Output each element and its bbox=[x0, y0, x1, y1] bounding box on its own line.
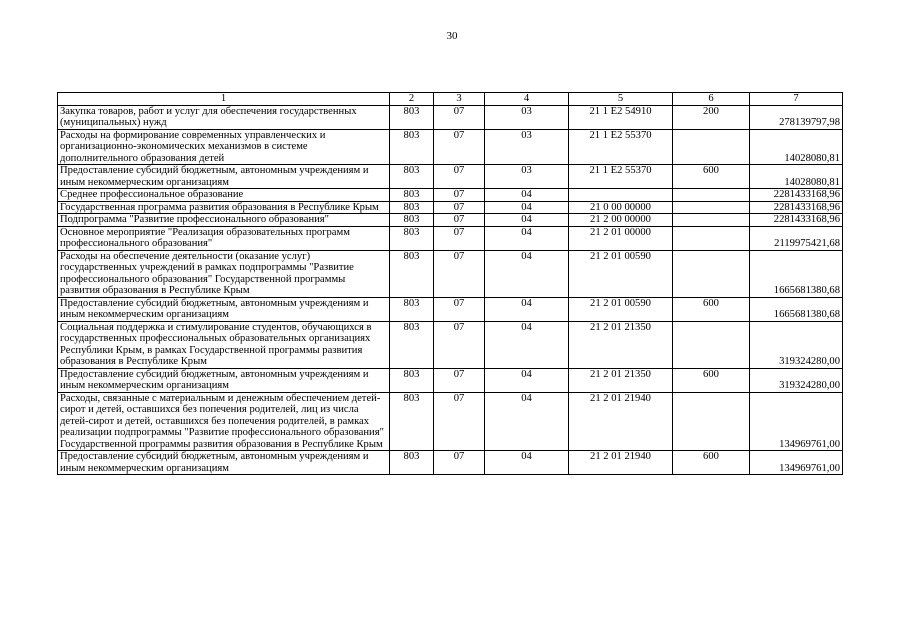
section-cell: 07 bbox=[434, 321, 485, 368]
target-article-cell: 21 0 00 00000 bbox=[569, 201, 673, 214]
amount-cell: 1665681380,68 bbox=[750, 297, 843, 321]
ministry-code-cell: 803 bbox=[390, 105, 434, 129]
header-cell: 7 bbox=[750, 93, 843, 106]
header-cell: 1 bbox=[58, 93, 390, 106]
ministry-code-cell: 803 bbox=[390, 189, 434, 202]
target-article-cell: 21 1 E2 54910 bbox=[569, 105, 673, 129]
table-row bbox=[58, 214, 843, 227]
budget-table bbox=[57, 92, 843, 475]
target-article-cell bbox=[569, 189, 673, 202]
subsection-cell: 04 bbox=[485, 201, 569, 214]
expense-type-cell bbox=[673, 226, 750, 250]
header-cell: 4 bbox=[485, 93, 569, 106]
row-name-cell: Расходы на формирование современных управленческих и организационно-экономических механизмов в системе дополнительного образования детей bbox=[58, 129, 390, 165]
row-name-cell: Социальная поддержка и стимулирование студентов, обучающихся в государственных профессиональных образовательных организациях Республики Крым, в рамках Государственной программы развития образования в Республике Крым bbox=[58, 321, 390, 368]
row-name-cell: Основное мероприятие "Реализация образовательных программ профессионального образования" bbox=[58, 226, 390, 250]
row-name-cell: Подпрограмма "Развитие профессионального образования" bbox=[58, 214, 390, 227]
ministry-code-cell: 803 bbox=[390, 368, 434, 392]
subsection-cell: 04 bbox=[485, 321, 569, 368]
target-article-cell: 21 1 E2 55370 bbox=[569, 165, 673, 189]
table-row bbox=[58, 297, 843, 321]
expense-type-cell: 600 bbox=[673, 451, 750, 475]
amount-cell: 319324280,00 bbox=[750, 321, 843, 368]
amount-cell: 14028080,81 bbox=[750, 165, 843, 189]
expense-type-cell: 600 bbox=[673, 165, 750, 189]
amount-cell: 2281433168,96 bbox=[750, 189, 843, 202]
page-number: 30 bbox=[446, 30, 458, 42]
target-article-cell: 21 2 01 21940 bbox=[569, 392, 673, 451]
subsection-cell: 04 bbox=[485, 297, 569, 321]
row-name-cell: Государственная программа развития образования в Республике Крым bbox=[58, 201, 390, 214]
amount-cell: 2281433168,96 bbox=[750, 214, 843, 227]
expense-type-cell: 600 bbox=[673, 297, 750, 321]
section-cell: 07 bbox=[434, 392, 485, 451]
section-cell: 07 bbox=[434, 368, 485, 392]
amount-cell: 2281433168,96 bbox=[750, 201, 843, 214]
section-cell: 07 bbox=[434, 105, 485, 129]
section-cell: 07 bbox=[434, 201, 485, 214]
amount-cell: 278139797,98 bbox=[750, 105, 843, 129]
target-article-cell: 21 2 01 00590 bbox=[569, 297, 673, 321]
table-row bbox=[58, 368, 843, 392]
subsection-cell: 03 bbox=[485, 105, 569, 129]
target-article-cell: 21 2 01 21940 bbox=[569, 451, 673, 475]
expense-type-cell bbox=[673, 250, 750, 297]
section-cell: 07 bbox=[434, 129, 485, 165]
ministry-code-cell: 803 bbox=[390, 321, 434, 368]
subsection-cell: 04 bbox=[485, 214, 569, 227]
table-row bbox=[58, 165, 843, 189]
header-cell: 6 bbox=[673, 93, 750, 106]
target-article-cell: 21 1 E2 55370 bbox=[569, 129, 673, 165]
ministry-code-cell: 803 bbox=[390, 201, 434, 214]
header-cell: 2 bbox=[390, 93, 434, 106]
expense-type-cell bbox=[673, 189, 750, 202]
row-name-cell: Предоставление субсидий бюджетным, автономным учреждениям и иным некоммерческим организациям bbox=[58, 297, 390, 321]
table-header-row bbox=[58, 93, 843, 106]
header-cell: 5 bbox=[569, 93, 673, 106]
amount-cell: 319324280,00 bbox=[750, 368, 843, 392]
target-article-cell: 21 2 01 00590 bbox=[569, 250, 673, 297]
target-article-cell: 21 2 01 21350 bbox=[569, 368, 673, 392]
subsection-cell: 04 bbox=[485, 451, 569, 475]
table-row bbox=[58, 201, 843, 214]
expense-type-cell bbox=[673, 321, 750, 368]
subsection-cell: 04 bbox=[485, 250, 569, 297]
expense-type-cell bbox=[673, 214, 750, 227]
row-name-cell: Предоставление субсидий бюджетным, автономным учреждениям и иным некоммерческим организациям bbox=[58, 368, 390, 392]
header-cell: 3 bbox=[434, 93, 485, 106]
ministry-code-cell: 803 bbox=[390, 392, 434, 451]
target-article-cell: 21 2 00 00000 bbox=[569, 214, 673, 227]
expense-type-cell bbox=[673, 201, 750, 214]
table-row bbox=[58, 189, 843, 202]
row-name-cell: Предоставление субсидий бюджетным, автономным учреждениям и иным некоммерческим организациям bbox=[58, 165, 390, 189]
ministry-code-cell: 803 bbox=[390, 214, 434, 227]
expense-type-cell: 600 bbox=[673, 368, 750, 392]
table-row bbox=[58, 392, 843, 451]
ministry-code-cell: 803 bbox=[390, 129, 434, 165]
section-cell: 07 bbox=[434, 226, 485, 250]
table-row bbox=[58, 321, 843, 368]
row-name-cell: Предоставление субсидий бюджетным, автономным учреждениям и иным некоммерческим организациям bbox=[58, 451, 390, 475]
subsection-cell: 04 bbox=[485, 226, 569, 250]
subsection-cell: 04 bbox=[485, 392, 569, 451]
section-cell: 07 bbox=[434, 297, 485, 321]
section-cell: 07 bbox=[434, 189, 485, 202]
expense-type-cell bbox=[673, 129, 750, 165]
row-name-cell: Расходы на обеспечение деятельности (оказание услуг) государственных учреждений в рамках подпрограммы "Развитие профессионального образования" Государственной программы развития образования в Республике Крым bbox=[58, 250, 390, 297]
amount-cell: 134969761,00 bbox=[750, 451, 843, 475]
row-name-cell: Закупка товаров, работ и услуг для обеспечения государственных (муниципальных) нужд bbox=[58, 105, 390, 129]
amount-cell: 2119975421,68 bbox=[750, 226, 843, 250]
section-cell: 07 bbox=[434, 250, 485, 297]
subsection-cell: 04 bbox=[485, 189, 569, 202]
section-cell: 07 bbox=[434, 451, 485, 475]
target-article-cell: 21 2 01 00000 bbox=[569, 226, 673, 250]
table-row bbox=[58, 226, 843, 250]
amount-cell: 134969761,00 bbox=[750, 392, 843, 451]
amount-cell: 1665681380,68 bbox=[750, 250, 843, 297]
target-article-cell: 21 2 01 21350 bbox=[569, 321, 673, 368]
amount-cell: 14028080,81 bbox=[750, 129, 843, 165]
table-row bbox=[58, 451, 843, 475]
table-row bbox=[58, 250, 843, 297]
table-row bbox=[58, 129, 843, 165]
subsection-cell: 04 bbox=[485, 368, 569, 392]
subsection-cell: 03 bbox=[485, 129, 569, 165]
table-row bbox=[58, 105, 843, 129]
ministry-code-cell: 803 bbox=[390, 297, 434, 321]
ministry-code-cell: 803 bbox=[390, 451, 434, 475]
ministry-code-cell: 803 bbox=[390, 165, 434, 189]
row-name-cell: Расходы, связанные с материальным и денежным обеспечением детей-сирот и детей, оставшихся без попечения родителей, лиц из числа детей-сирот и детей, оставшихся без попечения родителей, в рамках реализации подпрограммы "Развитие профессионального образования" Государственной программы развития образования в Республике Крым bbox=[58, 392, 390, 451]
row-name-cell: Среднее профессиональное образование bbox=[58, 189, 390, 202]
ministry-code-cell: 803 bbox=[390, 226, 434, 250]
expense-type-cell: 200 bbox=[673, 105, 750, 129]
ministry-code-cell: 803 bbox=[390, 250, 434, 297]
section-cell: 07 bbox=[434, 214, 485, 227]
expense-type-cell bbox=[673, 392, 750, 451]
section-cell: 07 bbox=[434, 165, 485, 189]
subsection-cell: 03 bbox=[485, 165, 569, 189]
